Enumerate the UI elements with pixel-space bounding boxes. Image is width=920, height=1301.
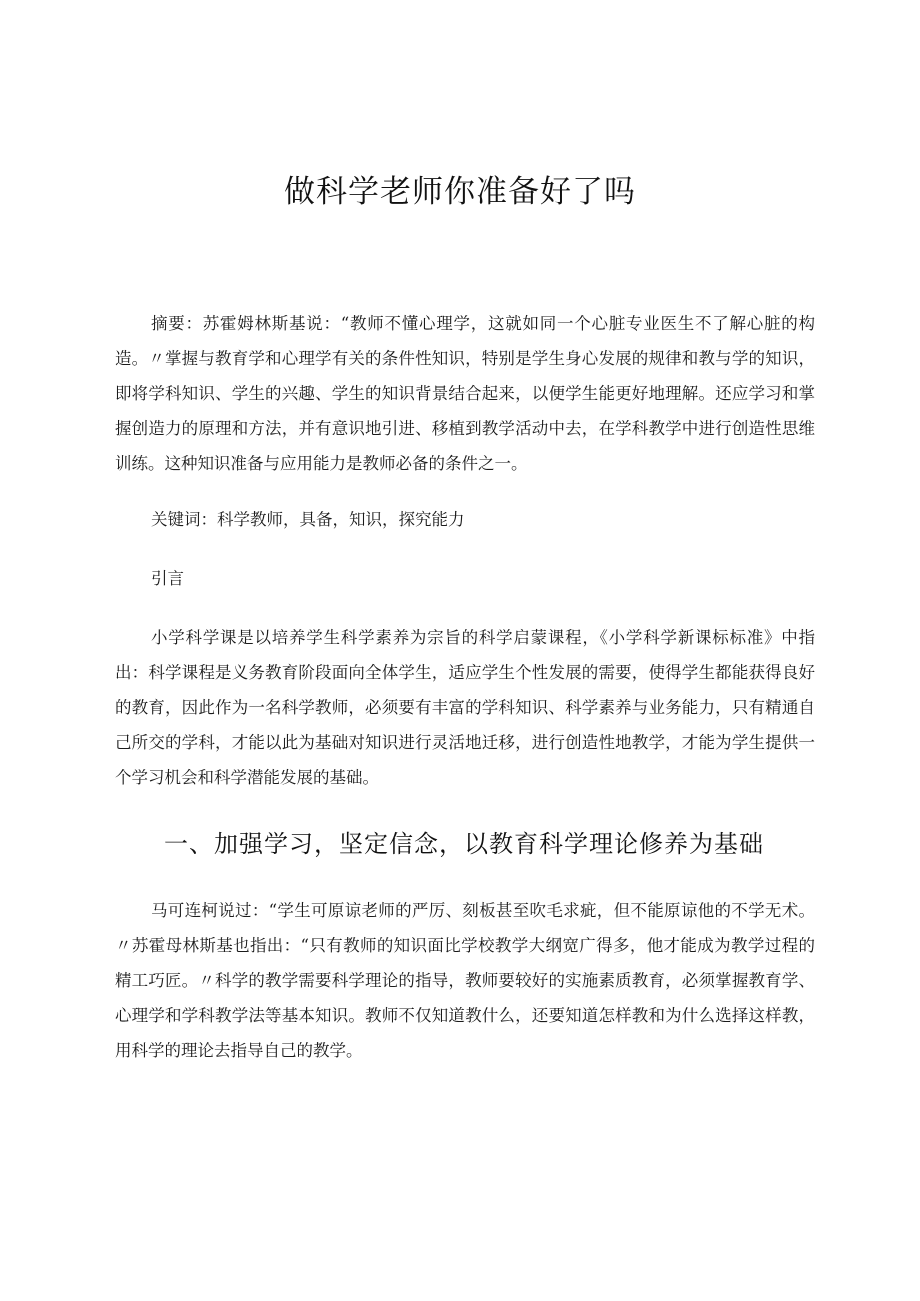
- intro-heading: 引言: [151, 569, 184, 588]
- section-1-heading: 一、加强学习，坚定信念，以教育科学理论修养为基础: [164, 830, 764, 858]
- document-title: 做科学老师你准备好了吗: [284, 174, 636, 210]
- abstract-paragraph: 摘要：苏霍姆林斯基说：“教师不懂心理学，这就如同一个心脏专业医生不了解心脏的构造。〃掌握与教育学和心理学有关的条件性知识，特别是学生身心发展的规律和教与学的知识，即将学科知识、学生的兴趣、学生的知识背景结合起来，以便学生能更好地理解。还应学习和掌握创造力的原理和方法，并有意识地引进、移植到教学活动中去，在学科教学中进行创造性思维训练。这种知识准备与应用能力是教师必备的条件之一。: [115, 314, 815, 473]
- section-1-paragraph: 马可连柯说过：“学生可原谅老师的严厉、刻板甚至吹毛求疵，但不能原谅他的不学无术。〃苏霍母林斯基也指出：“只有教师的知识面比学校教学大纲宽广得多，他才能成为教学过程的精工巧匠。〃科学的教学需要科学理论的指导，教师要较好的实施素质教育，必须掌握教育学、心理学和学科教学法等基本知识。教师不仅知道教什么，还要知道怎样教和为什么选择这样教，用科学的理论去指导自己的教学。: [115, 901, 815, 1060]
- intro-paragraph: 小学科学课是以培养学生科学素养为宗旨的科学启蒙课程，《小学科学新课标标准》中指出：科学课程是义务教育阶段面向全体学生，适应学生个性发展的需要，使得学生都能获得良好的教育，因此作为一名科学教师，必须要有丰富的学科知识、科学素养与业务能力，只有精通自己所交的学科，才能以此为基础对知识进行灵活地迁移，进行创造性地教学，才能为学生提供一个学习机会和科学潜能发展的基础。: [115, 628, 815, 787]
- keywords-paragraph: 关键词：科学教师，具备，知识，探究能力: [151, 510, 465, 529]
